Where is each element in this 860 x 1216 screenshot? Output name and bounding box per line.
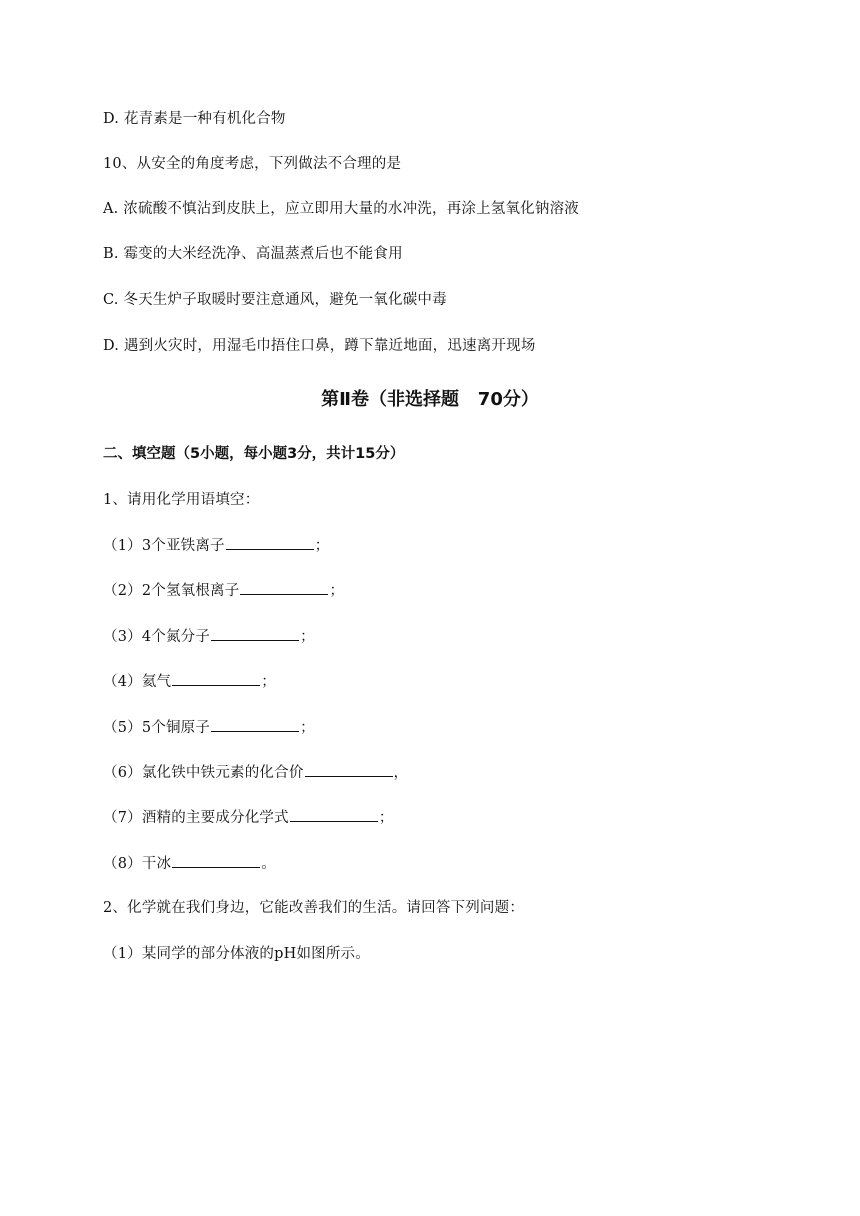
fill1-item-7 [103, 807, 394, 828]
item-suffix: ； [300, 720, 315, 736]
item-prefix: （6）氯化铁中铁元素的化合价 [103, 765, 304, 781]
fill1-stem: 1、请用化学用语填空： [103, 492, 260, 508]
fill1-item-4 [103, 671, 276, 692]
fill1-item-5 [103, 717, 315, 738]
answer-blank[interactable] [211, 626, 299, 641]
section-title: 第Ⅱ卷（非选择题 70分） [321, 389, 539, 410]
answer-blank[interactable] [226, 535, 314, 550]
item-prefix: （5）5个铜原子 [103, 720, 211, 736]
q10-option-a: A. 浓硫酸不慎沾到皮肤上，应立即用大量的水冲洗，再涂上氢氧化钠溶液 [103, 201, 579, 217]
fill2-stem: 2、化学就在我们身边，它能改善我们的生活。请回答下列问题： [103, 900, 525, 916]
item-prefix: （8）干冰 [103, 856, 172, 872]
item-suffix: ； [261, 674, 276, 690]
q10-option-b: B. 霉变的大米经洗净、高温蒸煮后也不能食用 [103, 246, 403, 262]
answer-blank[interactable] [290, 807, 378, 822]
item-prefix: （1）3个亚铁离子 [103, 538, 225, 554]
item-suffix: 。 [261, 856, 276, 872]
item-prefix: （4）氦气 [103, 674, 172, 690]
q10-stem: 10、从安全的角度考虑，下列做法不合理的是 [103, 156, 402, 172]
fill1-item-8 [103, 853, 276, 874]
fill1-item-6 [103, 762, 408, 783]
answer-blank[interactable] [240, 580, 328, 595]
item-suffix: ； [378, 810, 394, 826]
answer-blank[interactable] [305, 762, 393, 777]
item-suffix: ； [314, 538, 330, 554]
answer-blank[interactable] [172, 671, 260, 686]
q10-option-d: D. 遇到火灾时，用湿毛巾捂住口鼻，蹲下靠近地面，迅速离开现场 [103, 338, 536, 354]
answer-blank[interactable] [211, 717, 299, 732]
part-heading: 二、填空题（5小题，每小题3分，共计15分） [103, 446, 405, 462]
q10-option-c: C. 冬天生炉子取暖时要注意通风，避免一氧化碳中毒 [103, 292, 447, 308]
item-suffix: ， [393, 765, 409, 781]
item-prefix: （2）2个氢氧根离子 [103, 583, 240, 599]
item-suffix: ； [329, 583, 345, 599]
q9-option-d: D. 花青素是一种有机化合物 [103, 111, 286, 127]
fill2-sub1: （1）某同学的部分体液的pH如图所示。 [103, 946, 370, 962]
item-prefix: （3）4个氮分子 [103, 629, 211, 645]
item-suffix: ； [300, 629, 315, 645]
fill1-item-1 [103, 535, 329, 556]
item-prefix: （7）酒精的主要成分化学式 [103, 810, 289, 826]
fill1-item-2 [103, 580, 344, 601]
fill1-item-3 [103, 626, 315, 647]
answer-blank[interactable] [172, 853, 260, 868]
